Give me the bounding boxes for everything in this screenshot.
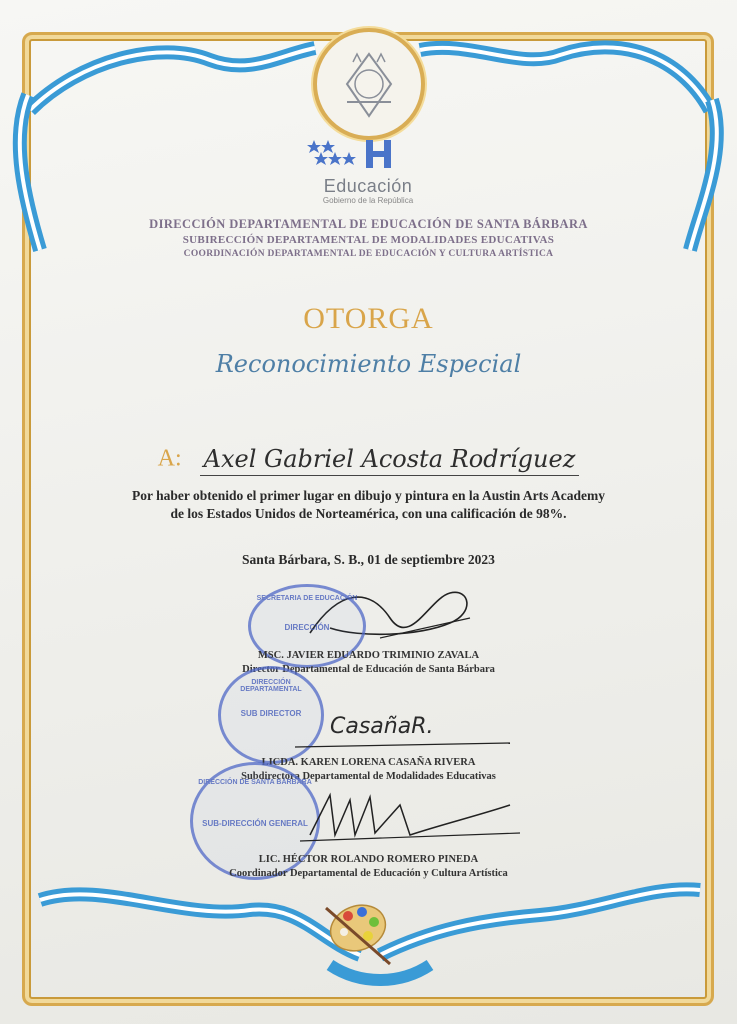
- award-heading: OTORGA: [303, 302, 434, 335]
- award-title: Reconocimiento Especial: [215, 350, 522, 378]
- signatory-1-name: MSC. JAVIER EDUARDO TRIMINIO ZAVALA: [257, 650, 480, 661]
- signatory-2-name: LICDA. KAREN LORENA CASAÑA RIVERA: [261, 757, 476, 768]
- signature-2-handwritten: CasañaR.: [330, 714, 434, 739]
- paint-palette-icon: [318, 888, 398, 968]
- ribbon-right-upper: [420, 47, 710, 110]
- award-reason-line-1: Por haber obtenido el primer lugar en dibujo y pintura en la Austin Arts Academy: [131, 488, 606, 503]
- stamp-3-top-text: DIRECCIÓN DE SANTA BÁRBARA: [198, 779, 312, 786]
- honduras-coat-of-arms-seal: [313, 28, 425, 140]
- signatory-2-role: Subdirectora Departamental de Modalidades Educativas: [241, 771, 496, 782]
- stamp-2-mid-text: SUB DIRECTOR: [240, 709, 302, 718]
- header-line-3: COORDINACIÓN DEPARTAMENTAL DE EDUCACIÓN Y CULTURA ARTÍSTICA: [183, 249, 554, 259]
- recipient-row: [0, 445, 737, 473]
- ribbon-bottom-right: [380, 889, 700, 955]
- recipient-prefix: A:: [157, 445, 182, 472]
- signature-2-underline: [290, 735, 520, 755]
- government-subtitle: Gobierno de la República: [322, 196, 414, 205]
- place-and-date: Santa Bárbara, S. B., 01 de septiembre 2023: [242, 552, 495, 567]
- award-reason: [0, 487, 737, 523]
- signatory-3-role: Coordinador Departamental de Educación y Cultura Artística: [229, 868, 508, 879]
- award-reason-line-2: de los Estados Unidos de Norteamérica, con una calificación de 98%.: [170, 506, 567, 521]
- stamp-1-top-text: SECRETARIA DE EDUCACIÓN: [256, 595, 358, 602]
- signatory-1-role: Director Departamental de Educación de Santa Bárbara: [242, 664, 495, 675]
- stamp-1-mid-text: DIRECCIÓN: [284, 623, 330, 632]
- recipient-name: Axel Gabriel Acosta Rodríguez: [200, 445, 580, 476]
- signatory-3-name: LIC. HÉCTOR ROLANDO ROMERO PINEDA: [258, 854, 479, 865]
- header-line-1: DIRECCIÓN DEPARTAMENTAL DE EDUCACIÓN DE SANTA BÁRBARA: [149, 217, 588, 231]
- header-line-2: SUBIRECCIÓN DEPARTAMENTAL DE MODALIDADES EDUCATIVAS: [182, 234, 555, 246]
- ribbon-bottom-left: [40, 894, 360, 955]
- signature-3-scribble: [290, 785, 530, 855]
- stamp-3-mid-text: SUB-DIRECCIÓN GENERAL: [202, 819, 308, 828]
- education-brand-text: Educación: [323, 176, 413, 196]
- stamp-2-top-text: DIRECCIÓN DEPARTAMENTAL: [240, 679, 302, 693]
